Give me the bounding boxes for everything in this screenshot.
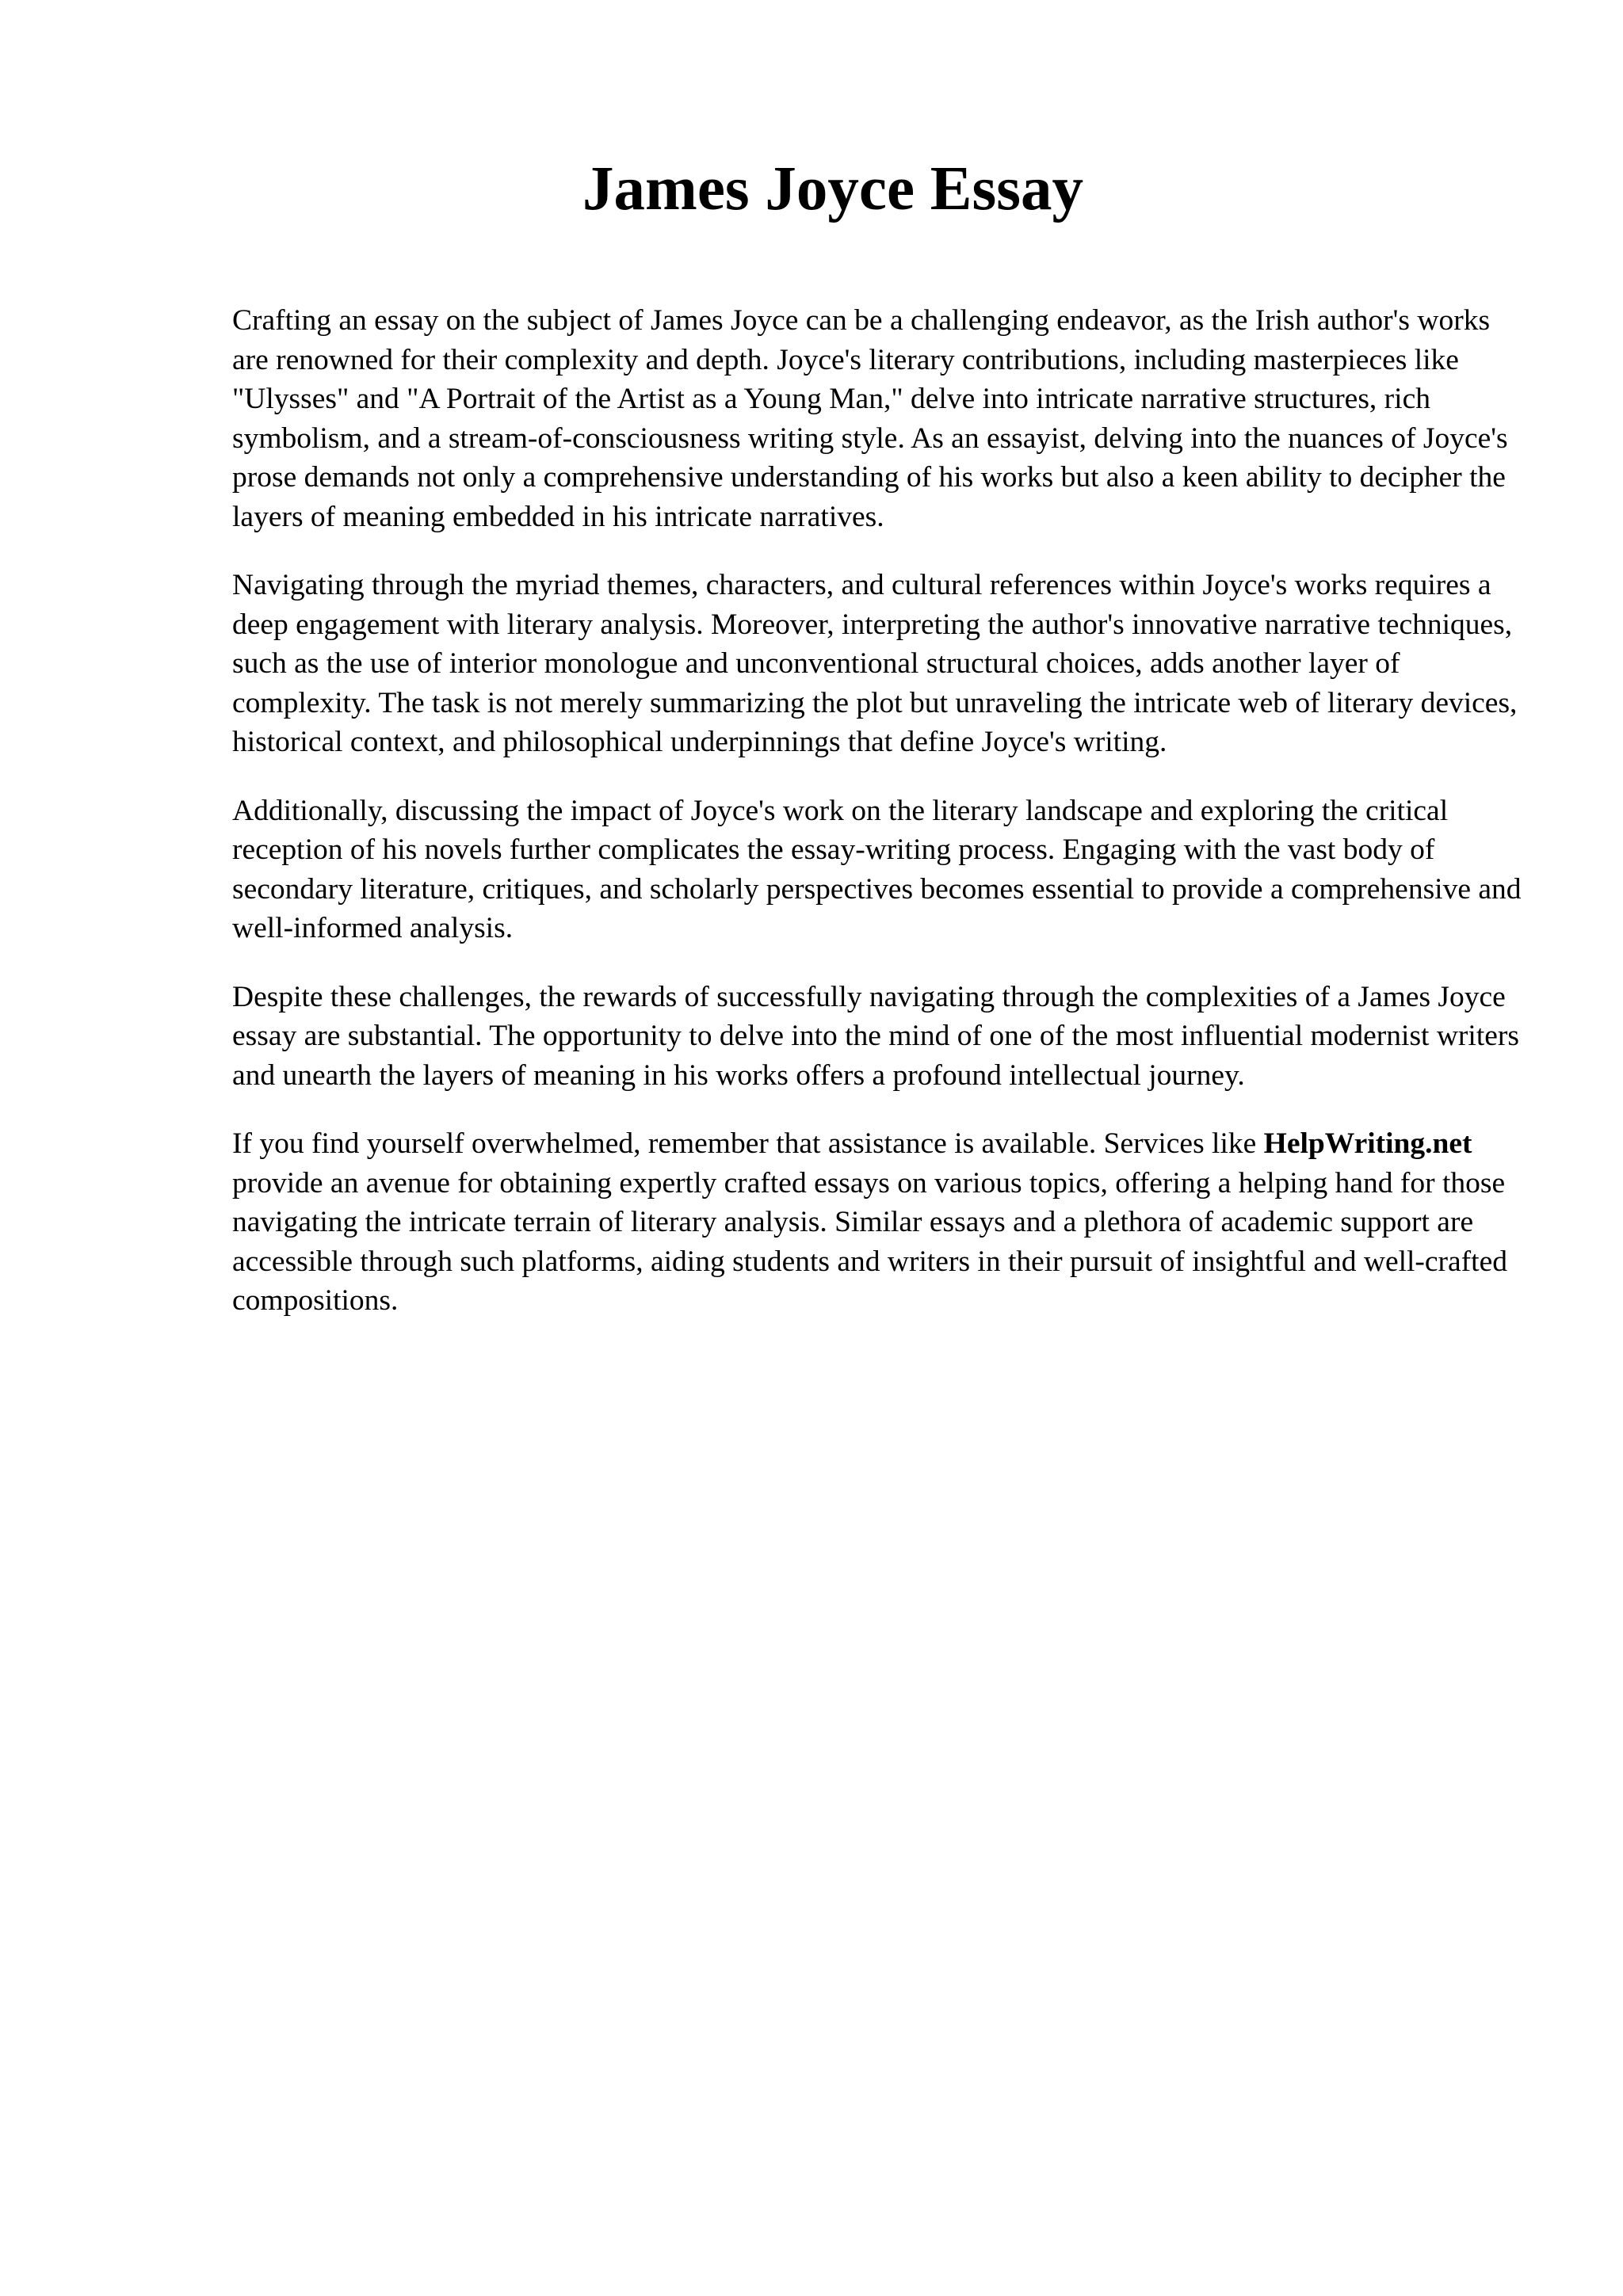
- paragraph-5-rest: provide an avenue for obtaining expertly crafted essays on various topics, offering a helping hand for those navigating the intricate terrain of literary analysis. Similar essays and a plethora of academic support are accessible through such platforms, aiding students and writers in their pursuit of insightful and well-crafted compositions.: [232, 1166, 1507, 1317]
- paragraph-5: [232, 1124, 1532, 1321]
- paragraph-4: Despite these challenges, the rewards of successfully navigating through the complexities of a James Joyce essay are substantial. The opportunity to delve into the mind of one of the most influential modernist writers and unearth the layers of meaning in his works offers a profound intellectual journey.: [232, 980, 1519, 1092]
- document-title: James Joyce Essay: [582, 154, 1083, 223]
- brand-name: HelpWriting.net: [1263, 1127, 1472, 1160]
- paragraph-5-intro: If you find yourself overwhelmed, remember that assistance is available. Services like: [232, 1127, 1264, 1160]
- paragraph-3: Additionally, discussing the impact of Joyce's work on the literary landscape and exploring the critical reception of his novels further complicates the essay-writing process. Engaging with the vast body of secondary literature, critiques, and scholarly perspectives becomes essential to provide a comprehensive and well-informed analysis.: [232, 794, 1522, 944]
- paragraph-1: Crafting an essay on the subject of James Joyce can be a challenging endeavor, as the Irish author's works are renowned for their complexity and depth. Joyce's literary contributions, including masterpieces like "Ulysses" and "A Portrait of the Artist as a Young Man," delve into intricate narrative structures, rich symbolism, and a stream-of-consciousness writing style. As an essayist, delving into the nuances of Joyce's prose demands not only a comprehensive understanding of his works but also a keen ability to decipher the layers of meaning embedded in his intricate narratives.: [232, 304, 1508, 533]
- paragraph-2: Navigating through the myriad themes, characters, and cultural references within Joyce's works requires a deep engagement with literary analysis. Moreover, interpreting the author's innovative narrative techniques, such as the use of interior monologue and unconventional structural choices, adds another layer of complexity. The task is not merely summarizing the plot but unraveling the intricate web of literary devices, historical context, and philosophical underpinnings that define Joyce's writing.: [232, 569, 1518, 758]
- document-body: [232, 301, 1532, 1350]
